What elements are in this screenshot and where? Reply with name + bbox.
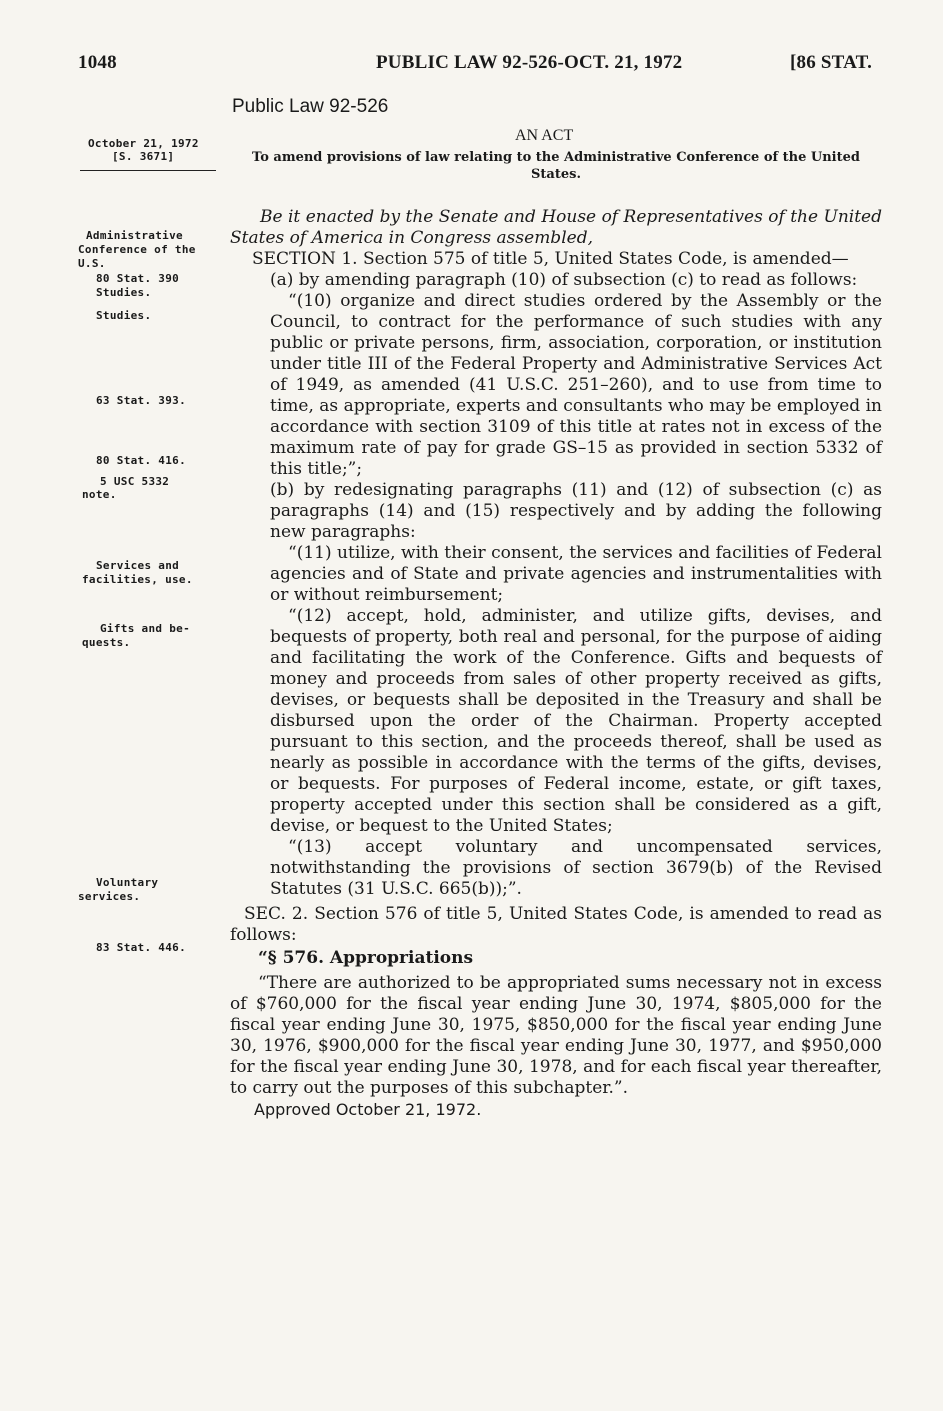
section-2-label: SEC. 2. — [244, 904, 309, 924]
stat-reference: [86 STAT. — [790, 52, 873, 73]
paragraph-12: “(12) accept, hold, administer, and utilize gifts, devises, and bequests of property, both real and personal, for the purpose of aiding and facilitating the work of the Conference. Gifts and bequests of money and proceeds from sales of other property received as gifts, devises, or bequests shall be deposited in the Treasury and shall be disbursed upon the order of the Chairman. Property accepted pursuant to this section, and the proceeds thereof, shall be used as nearly as possible in accordance with the terms of the gifts, devises, or bequests. For purposes of Federal income, estate, or gift taxes, property accepted under this section shall be considered as a gift, devise, or bequest to the United States; — [270, 606, 882, 836]
margin-note-stat-63-393: 63 Stat. 393. — [96, 394, 186, 407]
section-2 — [230, 904, 882, 946]
margin-note-stat-80-390: 80 Stat. 390 — [96, 272, 180, 285]
running-title: PUBLIC LAW 92-526-OCT. 21, 1972 — [376, 52, 683, 73]
section-1-label: SECTION 1. — [252, 249, 358, 269]
act-body — [230, 207, 882, 1120]
an-act-heading: AN ACT — [515, 127, 574, 144]
margin-divider — [80, 170, 216, 171]
margin-note-studies-1: Studies. — [96, 286, 152, 299]
bill-number: [S. 3671] — [112, 150, 175, 163]
paragraph-13: “(13) accept voluntary and uncompensated services, notwithstanding the provisions of section 3679(b) of the Revised Statutes (31 U.S.C. 665(b));”. — [270, 837, 882, 899]
section-1 — [230, 249, 882, 270]
paragraph-b: (b) by redesignating paragraphs (11) and (12) of subsection (c) as paragraphs (14) and (15) respectively and by adding the following new paragraphs: — [270, 480, 882, 542]
margin-note-admin-1: Administrative — [86, 229, 183, 242]
enacting-clause: Be it enacted by the Senate and House of Representatives of the United States of America in Congress assembled, — [230, 207, 882, 248]
act-date: October 21, 1972 — [88, 137, 199, 150]
appropriations-text: “There are authorized to be appropriated sums necessary not in excess of $760,000 for the fiscal year ending June 30, 1974, $805,000 for the fiscal year ending June 30, 1975, $850,000 for the fiscal year ending June 30, 1976, $900,000 for the fiscal year ending June 30, 1977, and $950,000 for the fiscal year ending June 30, 1978, and for each fiscal year thereafter, to carry out the purposes of this subchapter.”. — [230, 973, 882, 1098]
paragraph-11: “(11) utilize, with their consent, the services and facilities of Federal agencies and of State and private agencies and instrumentalities with or without reimbursement; — [270, 543, 882, 605]
margin-note-admin-2: Conference of the — [78, 243, 196, 256]
act-purpose: To amend provisions of law relating to the Administrative Conference of the United States. — [252, 150, 860, 182]
margin-note-studies-2: Studies. — [96, 309, 152, 322]
margin-note-voluntary-2: services. — [78, 890, 141, 903]
approval-date: Approved October 21, 1972. — [254, 1100, 482, 1119]
margin-note-gifts-2: quests. — [82, 636, 131, 649]
margin-note-usc-5332-2: note. — [82, 488, 117, 501]
section-2-text: Section 576 of title 5, United States Code, is amended to read as follows: — [230, 904, 883, 945]
margin-note-services-1: Services and — [96, 559, 180, 572]
margin-note-stat-80-416: 80 Stat. 416. — [96, 454, 186, 467]
margin-note-stat-83-446: 83 Stat. 446. — [96, 941, 186, 954]
public-law-title: Public Law 92-526 — [232, 96, 389, 117]
paragraph-10: “(10) organize and direct studies ordered by the Assembly or the Council, to contract for the performance of such studies with any public or private persons, firm, association, corporation, or institution under title III of the Federal Property and Administrative Services Act of 1949, as amended (41 U.S.C. 251–260), and to use from time to time, as appropriate, experts and consultants who may be employed in accordance with section 3109 of this title at rates not in excess of the maximum rate of pay for grade GS–15 as provided in section 5332 of this title;”; — [270, 291, 882, 479]
margin-note-admin-3: U.S. — [78, 257, 106, 270]
margin-note-usc-5332-1: 5 USC 5332 — [100, 475, 170, 488]
section-1-text: Section 575 of title 5, United States Code, is amended— — [362, 249, 849, 269]
page-number: 1048 — [78, 52, 117, 73]
section-576-heading: “§ 576. Appropriations — [258, 948, 474, 968]
margin-note-gifts-1: Gifts and be- — [100, 622, 190, 635]
paragraph-a: (a) by amending paragraph (10) of subsection (c) to read as follows: — [270, 270, 858, 290]
margin-note-voluntary-1: Voluntary — [96, 876, 159, 889]
margin-note-services-2: facilities, use. — [82, 573, 193, 586]
